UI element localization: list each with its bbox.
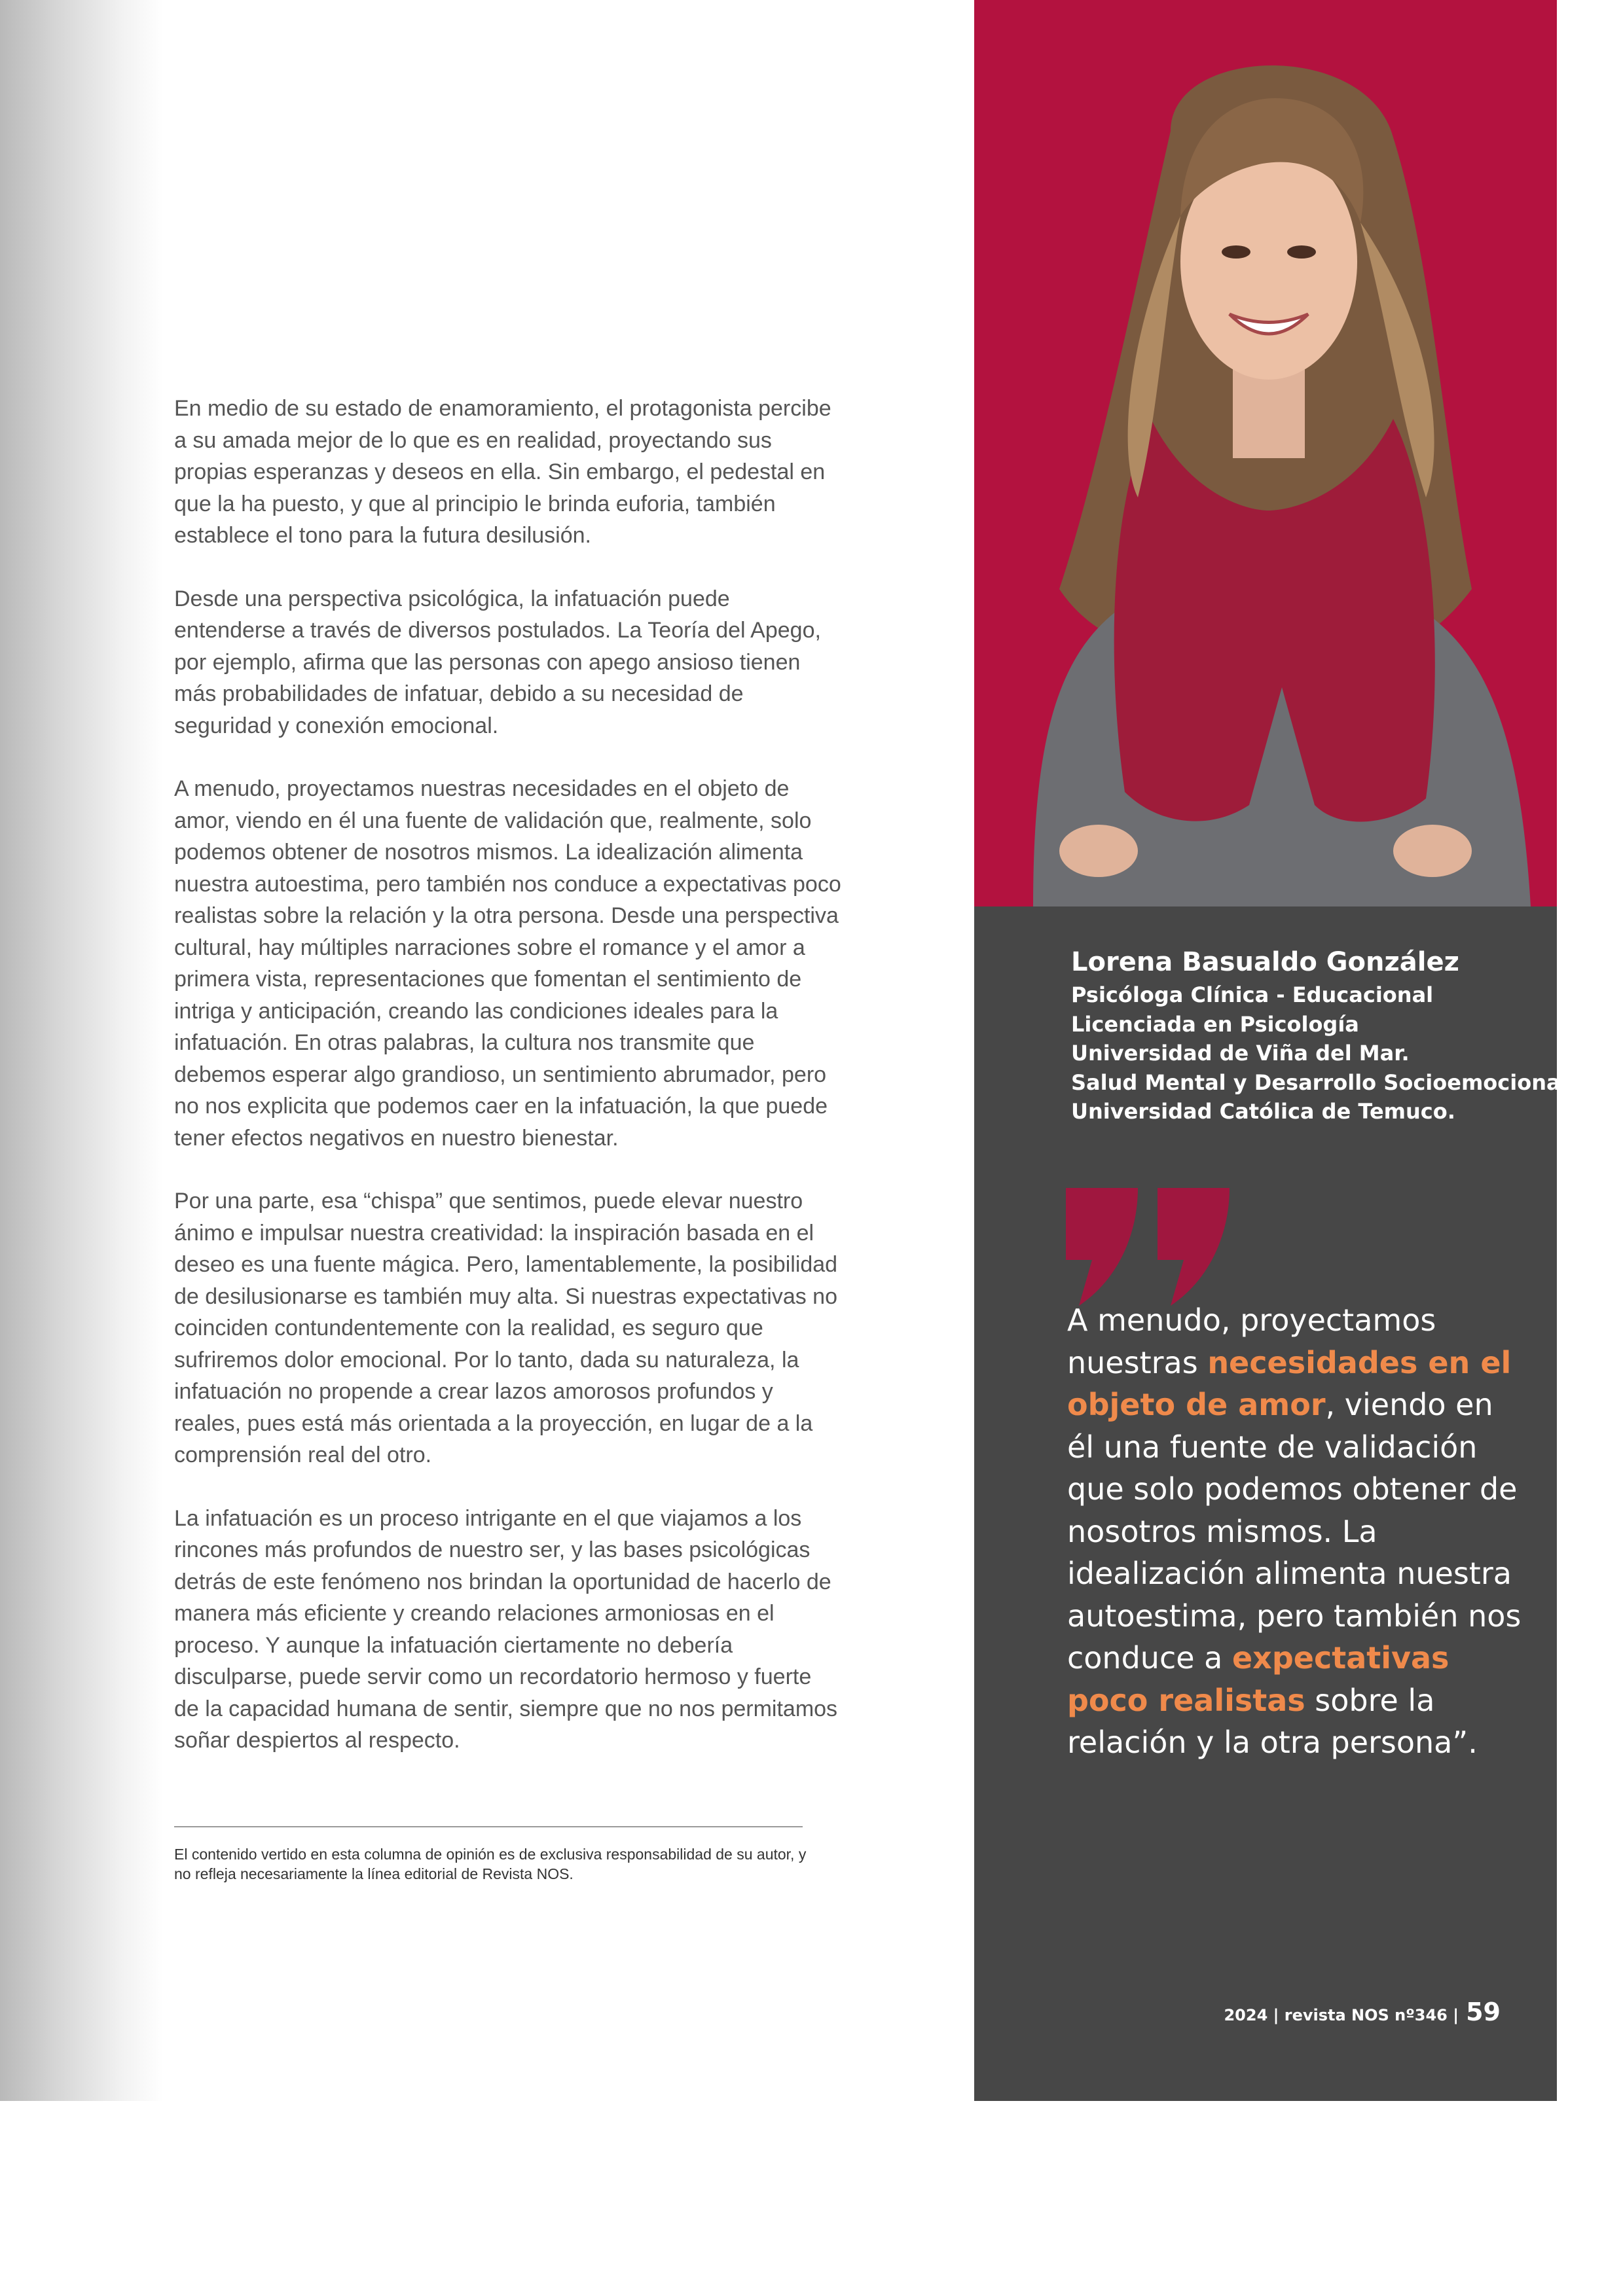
page-spine-shadow (0, 0, 164, 2101)
article-body (174, 393, 842, 1788)
author-sidebar (974, 0, 1568, 2101)
article-paragraph: En medio de su estado de enamoramiento, el protagonista percibe a su amada mejor de lo que es en realidad, proyectando sus propias esperanzas y deseos en ella. Sin embargo, el pedestal en que la ha puesto, y que al principio le brinda euforia, también establece el tono para la futura desilusión. (174, 396, 831, 548)
pull-quote-highlight: expectativas poco realistas (1067, 1640, 1450, 1718)
article-paragraph: La infatuación es un proceso intrigante en el que viajamos a los rincones más profundos de nuestro ser, y las bases psicológicas detrás de este fenómeno nos brindan la oportunidad de hacerlo de manera más eficiente y creando relaciones armoniosas en el proceso. Y aunque la infatuación ciertamente no debería disculparse, puede servir como un recordatorio hermoso y fuerte de la capacidad humana de sentir, siempre que no nos permitamos soñar despiertos al respecto. (174, 1505, 838, 1753)
page-number: 59 (1466, 1998, 1501, 2026)
quote-mark-icon (1066, 1188, 1236, 1306)
article-paragraph: Por una parte, esa “chispa” que sentimos, puede elevar nuestro ánimo e impulsar nuestra creatividad: la inspiración basada en el deseo es una fuente mágica. Pero, lamentablemente, la posibilidad de desilusionarse es también muy alta. Si nuestras expectativas no coinciden contundentemente con la realidad, es seguro que sufriremos dolor emocional. Por lo tanto, dada su naturaleza, la infatuación no propende a crear lazos amorosos profundos y reales, pues está más orientada a la proyección, en lugar de a la comprensión real del otro. (174, 1189, 838, 1467)
pull-quote-highlight: necesidades en el objeto de amor (1067, 1344, 1512, 1422)
pull-quote-text: A menudo, proyectamos nuestras (1067, 1302, 1436, 1380)
author-credential: Psicóloga Clínica - Educacional (1071, 982, 1434, 1007)
author-credential: Universidad de Viña del Mar. (1071, 1041, 1410, 1066)
author-credential: Universidad Católica de Temuco. (1071, 1099, 1455, 1124)
pull-quote (1067, 1299, 1525, 1764)
author-portrait-illustration (974, 0, 1557, 906)
author-photo (974, 0, 1557, 906)
author-credential: Salud Mental y Desarrollo Socioemocional (1071, 1069, 1568, 1095)
author-credential: Licenciada en Psicología (1071, 1011, 1359, 1037)
author-info (1071, 944, 1568, 1126)
pull-quote-text: , viendo en él una fuente de validación que solo podemos obtener de nosotros mismos. La idealización alimenta nuestra autoestima, pero también nos conduce a (1067, 1387, 1522, 1676)
article-paragraph: Desde una perspectiva psicológica, la infatuación puede entenderse a través de diversos postulados. La Teoría del Apego, por ejemplo, afirma que las personas con apego ansioso tienen más probabilidades de infatuar, debido a su necesidad de seguridad y conexión emocional. (174, 586, 821, 738)
article-paragraph: A menudo, proyectamos nuestras necesidades en el objeto de amor, viendo en él una fuente de validación que, realmente, solo podemos obtener de nosotros mismos. La idealización alimenta nuestra autoestima, pero también nos conduce a expectativas poco realistas sobre la relación y la otra persona. Desde una perspectiva cultural, hay múltiples narraciones sobre el romance y el amor a primera vista, representaciones que fomentan el sentimiento de intriga y anticipación, creando las condiciones ideales para la infatuación. En otras palabras, la cultura nos transmite que debemos esperar algo grandioso, un sentimiento abrumador, pero no nos explicita que podemos caer en la infatuación, la que puede tener efectos negativos en nuestro bienestar. (174, 776, 841, 1151)
page-footer (1224, 1998, 1501, 2026)
pull-quote-text: sobre la relación y la otra persona”. (1067, 1682, 1478, 1760)
disclaimer-footnote: El contenido vertido en esta columna de opinión es de exclusiva responsabilidad de su autor, y no refleja necesariamente la línea editorial de Revista NOS. (174, 1846, 807, 1882)
author-name: Lorena Basualdo González (1071, 947, 1459, 977)
footnote-divider (174, 1826, 803, 1827)
issue-info: 2024 | revista NOS nº346 | (1224, 2006, 1459, 2024)
